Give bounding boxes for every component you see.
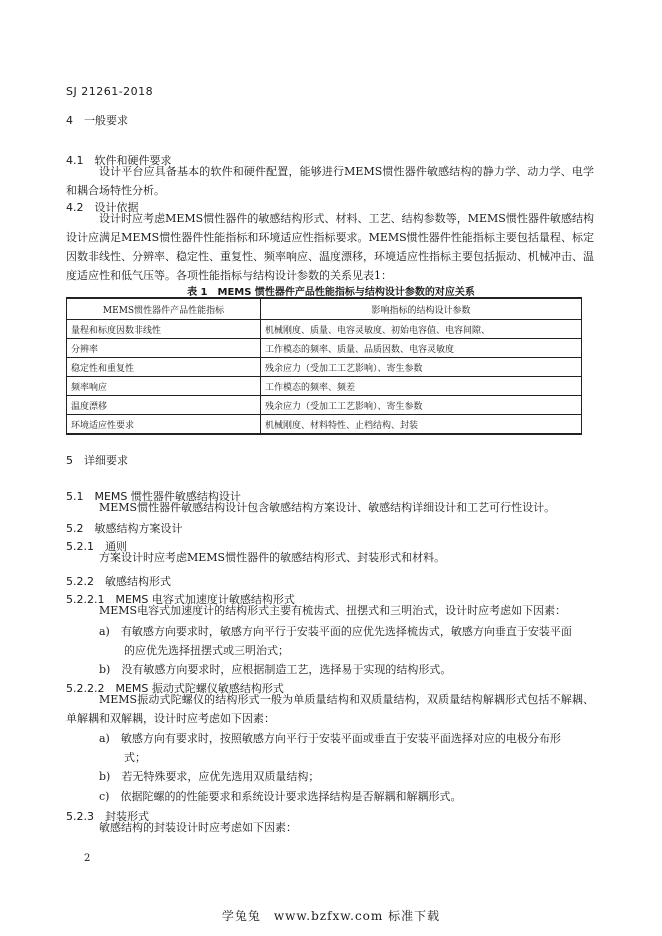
- table-row: [67, 396, 582, 415]
- section-5-2-3-heading: 5.2.3 封装形式: [66, 810, 149, 823]
- section-5-2-2-2-heading: 5.2.2.2 MEMS 振动式陀螺仪敏感结构形式: [66, 682, 284, 695]
- table-row: [67, 415, 582, 435]
- table-header-row: [67, 298, 582, 320]
- section-5-1-paragraph: MEMS惯性器件敏感结构设计包含敏感结构方案设计、敏感结构详细设计和工艺可行性设计。: [99, 501, 556, 514]
- table-cell: 残余应力（受加工工艺影响）、寄生参数: [261, 358, 582, 377]
- section-5-2-1-heading: 5.2.1 通则: [66, 540, 127, 553]
- section-4-1-paragraph: 设计平台应具备基本的软件和硬件配置，能够进行MEMS惯性器件敏感结构的静力学、动力学、电学和耦合场特性分析。: [66, 165, 594, 197]
- section-4-heading: 4 一般要求: [66, 114, 128, 127]
- table-cell: 机械刚度、质量、电容灵敏度、初始电容值、电容间隙、: [261, 320, 582, 339]
- table-cell: 分辨率: [67, 339, 261, 358]
- table-1-title: 表 1 MEMS 惯性器件产品性能指标与结构设计参数的对应关系: [187, 287, 475, 298]
- table-cell: 温度漂移: [67, 396, 261, 415]
- table-cell: 环境适应性要求: [67, 415, 261, 435]
- section-4-2-paragraph: 设计时应考虑MEMS惯性器件的敏感结构形式、材料、工艺、结构参数等，MEMS惯性器件敏感结构设计应满足MEMS惯性器件性能指标和环境适应性指标要求。MEMS惯性器件性能指标主要包括量程、标定因数非线性、分辨率、稳定性、重复性、频率响应、温度漂移，环境适应性指标主要包括振动、机械冲击、温度适应性和低气压等。各项性能指标与结构设计参数的关系见表1：: [66, 212, 594, 282]
- table-cell: 工作模态的频率、频差: [261, 377, 582, 396]
- list-item-a: a) 敏感方向有要求时，按照敏感方向平行于安装平面或垂直于安装平面选择对应的电极分布形: [99, 732, 561, 745]
- section-4-2-heading: 4.2 设计依据: [66, 201, 139, 214]
- page-number: 2: [84, 853, 91, 864]
- list-item-c: c) 依据陀螺的的性能要求和系统设计要求选择结构是否解耦和解耦形式。: [99, 790, 462, 803]
- section-5-1-heading: 5.1 MEMS 惯性器件敏感结构设计: [66, 490, 241, 503]
- section-5-2-2-2-paragraph: MEMS振动式陀螺仪的结构形式一般为单质量结构和双质量结构，双质量结构解耦形式包括不解耦、单解耦和双解耦，设计时应考虑如下因素：: [66, 693, 594, 725]
- section-5-2-3-paragraph: 敏感结构的封装设计时应考虑如下因素：: [99, 821, 297, 834]
- table-cell: 稳定性和重复性: [67, 358, 261, 377]
- section-4-1-heading: 4.1 软件和硬件要求: [66, 154, 172, 167]
- table-row: [67, 358, 582, 377]
- list-item-a-continued: 式；: [124, 751, 146, 764]
- table-cell: 工作模态的频率、质量、品质因数、电容灵敏度: [261, 339, 582, 358]
- list-item-b: b) 若无特殊要求，应优先选用双质量结构；: [99, 770, 320, 783]
- table-cell: 残余应力（受加工工艺影响）、寄生参数: [261, 396, 582, 415]
- table-cell: 频率响应: [67, 377, 261, 396]
- list-item-b: b) 没有敏感方向要求时，应根据制造工艺，选择易于实现的结构形式。: [99, 663, 452, 676]
- section-5-heading: 5 详细要求: [66, 454, 128, 467]
- table-row: [67, 339, 582, 358]
- section-5-2-2-1-paragraph: MEMS电容式加速度计的结构形式主要有梳齿式、扭摆式和三明治式，设计时应考虑如下因素：: [99, 604, 567, 617]
- table-row: [67, 377, 582, 396]
- section-5-2-heading: 5.2 敏感结构方案设计: [66, 522, 183, 535]
- section-5-2-2-1-heading: 5.2.2.1 MEMS 电容式加速度计敏感结构形式: [66, 593, 295, 606]
- table-cell: 量程和标度因数非线性: [67, 320, 261, 339]
- list-item-a-continued: 的应优先选择扭摆式或三明治式；: [124, 644, 289, 657]
- table-row: [67, 320, 582, 339]
- list-item-a: a) 有敏感方向要求时，敏感方向平行于安装平面的应优先选择梳齿式，敏感方向垂直于安装平面: [99, 625, 572, 638]
- table-cell: 机械刚度、材料特性、止档结构、封装: [261, 415, 582, 435]
- standard-code: SJ 21261-2018: [66, 85, 154, 98]
- table-1: [66, 297, 582, 435]
- section-5-2-1-paragraph: 方案设计时应考虑MEMS惯性器件的敏感结构形式、封装形式和材料。: [99, 551, 446, 564]
- table-header-cell: MEMS惯性器件产品性能指标: [67, 298, 261, 320]
- table-header-cell: 影响指标的结构设计参数: [261, 298, 582, 320]
- footer-watermark: 学兔兔 www.bzfxw.com 标准下载: [221, 909, 441, 923]
- section-5-2-2-heading: 5.2.2 敏感结构形式: [66, 575, 171, 588]
